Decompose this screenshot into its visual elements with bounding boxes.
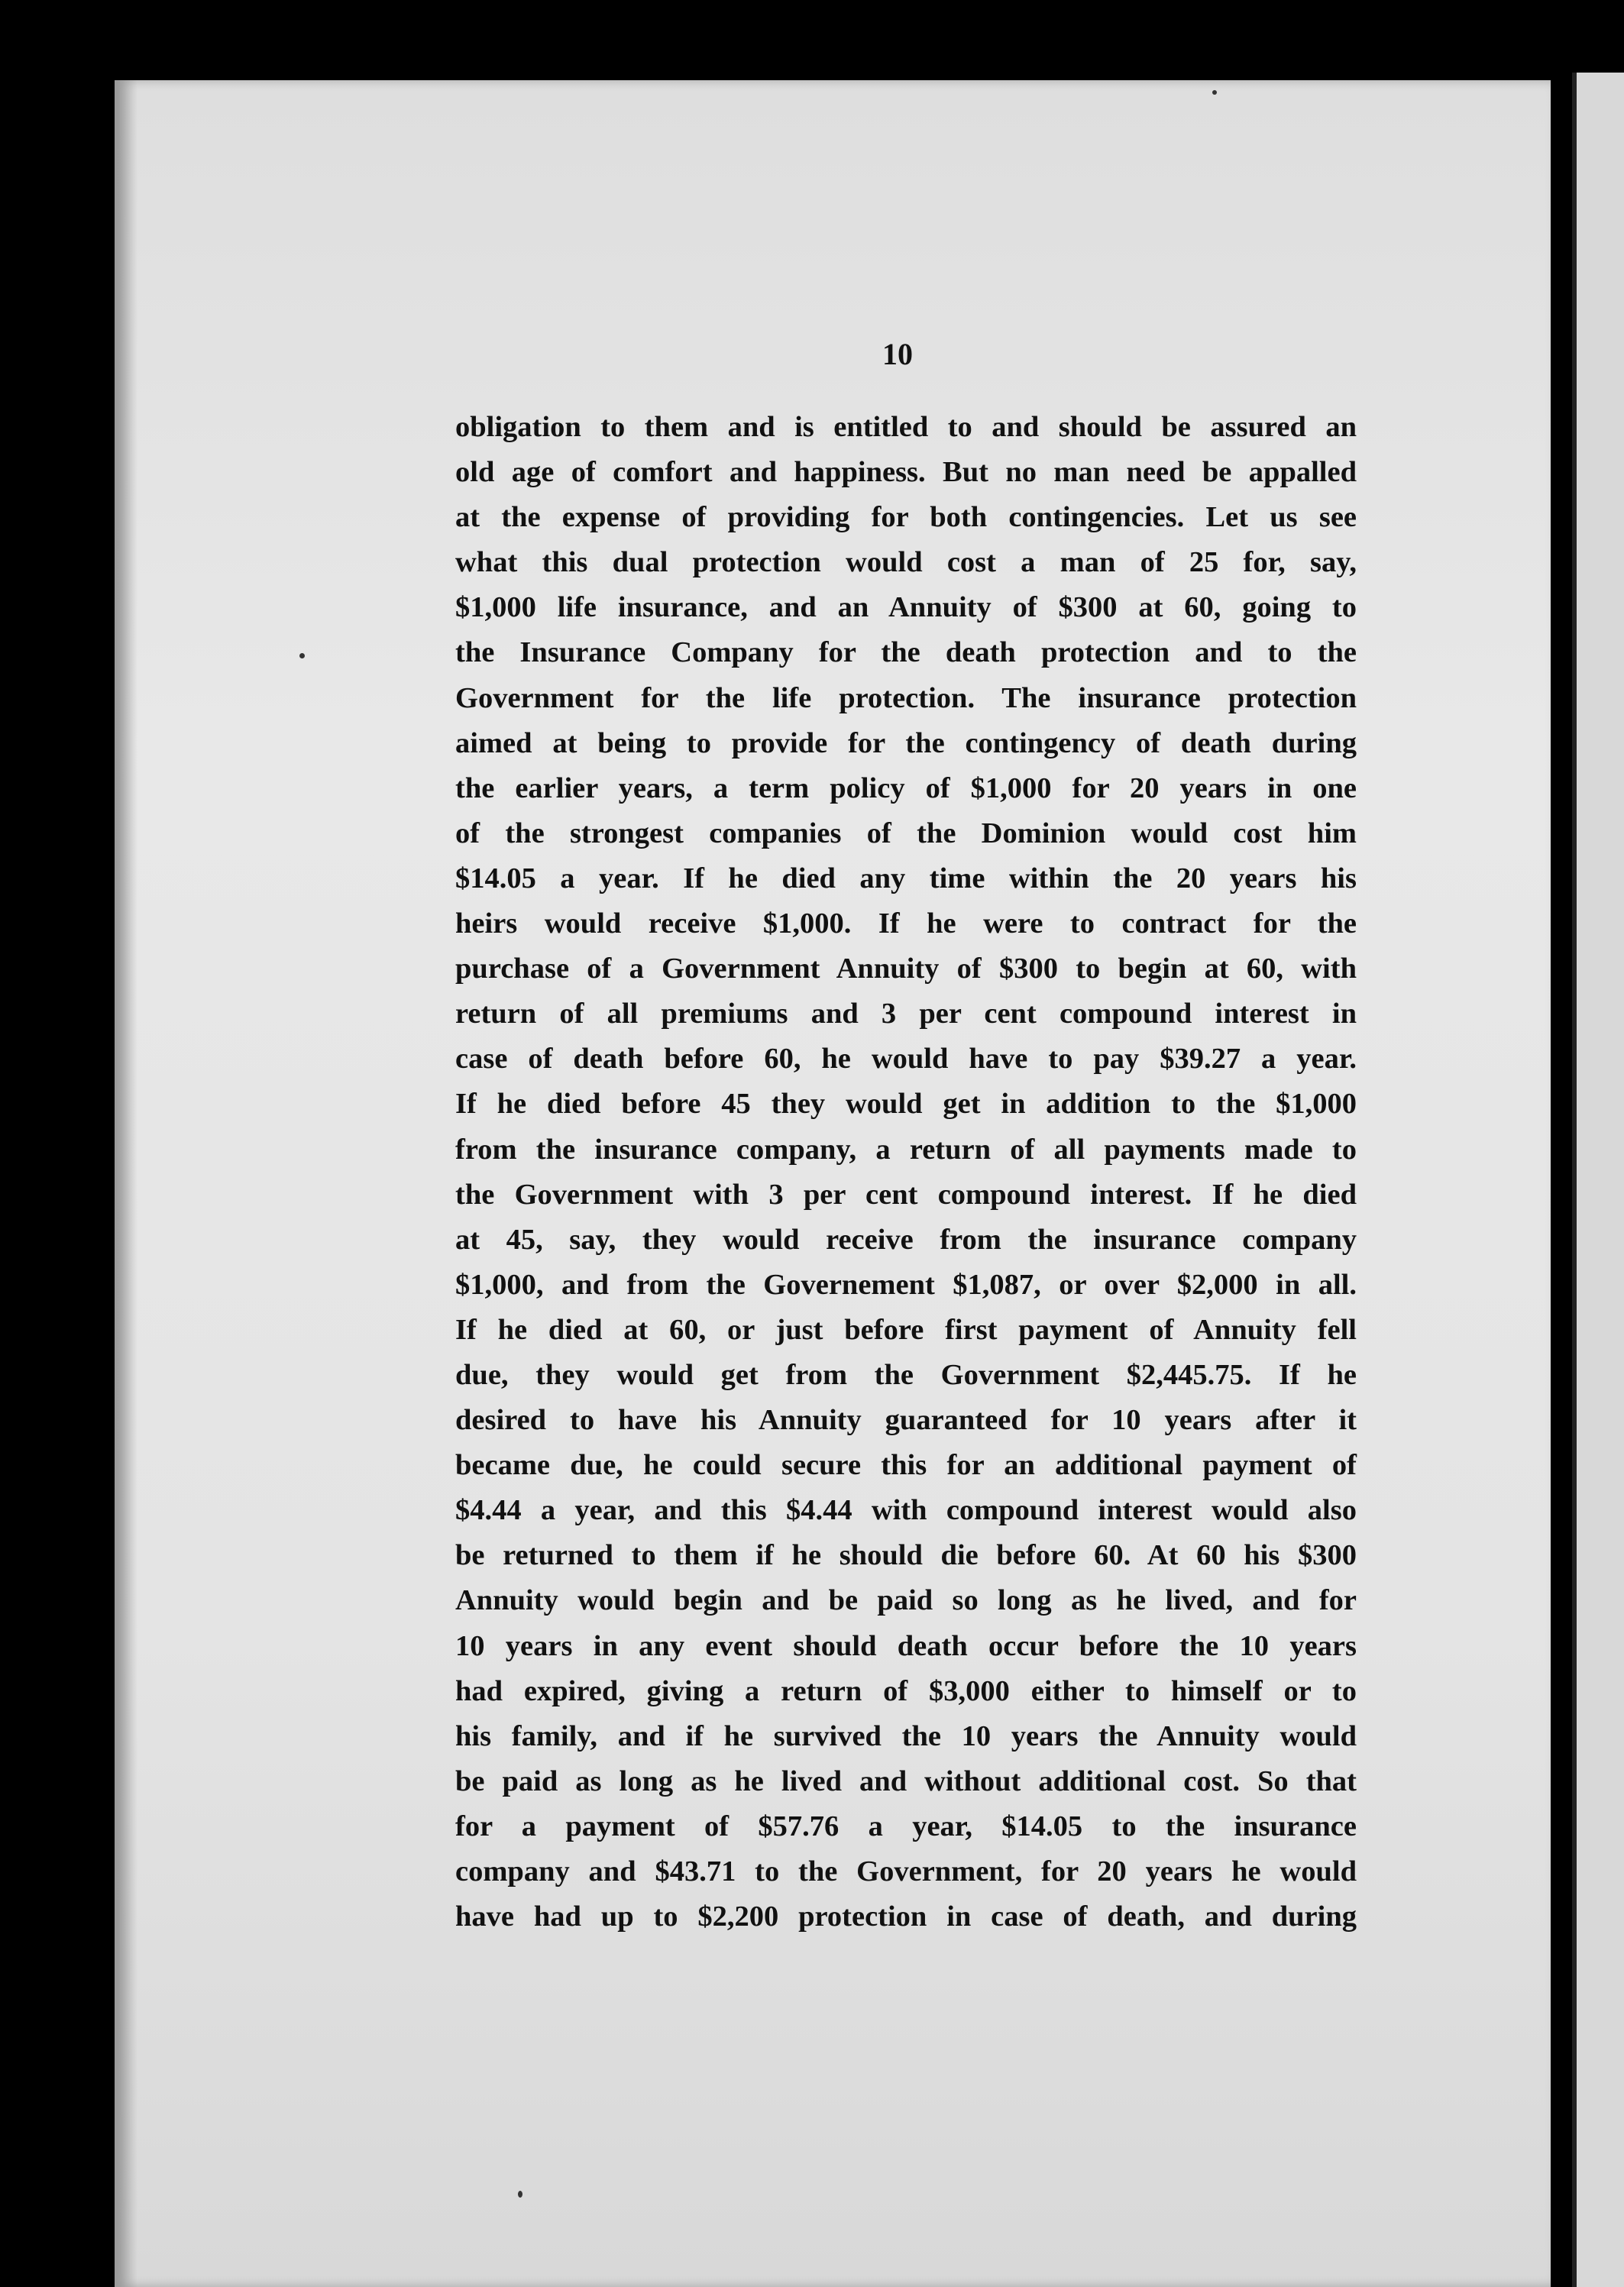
page-number: 10 bbox=[882, 337, 913, 371]
text-line: company and $43.71 to the Government, for 20 years he would bbox=[455, 1855, 1357, 1888]
scan-speck bbox=[299, 653, 305, 658]
text-line: $14.05 a year. If he died any time within the 20 years his bbox=[455, 862, 1357, 894]
text-line: Government for the life protection. The insurance protection bbox=[455, 681, 1357, 714]
text-line: his family, and if he survived the 10 years the Annuity would bbox=[455, 1719, 1357, 1752]
text-line: have had up to $2,200 protection in case of death, and during bbox=[455, 1900, 1357, 1933]
text-line: at the expense of providing for both contingencies. Let us see bbox=[455, 501, 1357, 534]
page-gutter-shadow bbox=[115, 80, 137, 2287]
adjacent-page-edge bbox=[1572, 73, 1624, 2287]
text-line: for a payment of $57.76 a year, $14.05 to the insurance bbox=[455, 1810, 1357, 1842]
scan-speck bbox=[1212, 90, 1217, 95]
text-line: Annuity would begin and be paid so long as he lived, and for bbox=[455, 1584, 1357, 1617]
text-line: If he died before 45 they would get in addition to the $1,000 bbox=[455, 1088, 1357, 1121]
text-line: be paid as long as he lived and without additional cost. So that bbox=[455, 1765, 1357, 1797]
scan-speck bbox=[518, 2191, 522, 2198]
text-line: old age of comfort and happiness. But no man need be appalled bbox=[455, 456, 1357, 489]
text-line: obligation to them and is entitled to and should be assured an bbox=[455, 411, 1357, 443]
text-line: what this dual protection would cost a man of 25 for, say, bbox=[455, 546, 1357, 579]
text-line: due, they would get from the Government $2,445.75. If he bbox=[455, 1358, 1357, 1391]
text-line: heirs would receive $1,000. If he were to contract for the bbox=[455, 907, 1357, 940]
text-line: purchase of a Government Annuity of $300 to begin at 60, with bbox=[455, 953, 1357, 985]
text-line: $1,000, and from the Governement $1,087, or over $2,000 in all. bbox=[455, 1268, 1357, 1301]
text-line: became due, he could secure this for an additional payment of bbox=[455, 1449, 1357, 1482]
text-line: case of death before 60, he would have to pay $39.27 a year. bbox=[455, 1043, 1357, 1076]
text-line: return of all premiums and 3 per cent compound interest in bbox=[455, 998, 1357, 1030]
text-line: $1,000 life insurance, and an Annuity of $300 at 60, going to bbox=[455, 591, 1357, 624]
text-line: at 45, say, they would receive from the insurance company bbox=[455, 1223, 1357, 1256]
body-text bbox=[455, 405, 1357, 1939]
text-line: $4.44 a year, and this $4.44 with compound interest would also bbox=[455, 1494, 1357, 1527]
text-line: If he died at 60, or just before first payment of Annuity fell bbox=[455, 1313, 1357, 1346]
text-line: 10 years in any event should death occur before the 10 years bbox=[455, 1629, 1357, 1662]
text-line: desired to have his Annuity guaranteed for 10 years after it bbox=[455, 1404, 1357, 1437]
text-line: aimed at being to provide for the contingency of death during bbox=[455, 726, 1357, 759]
text-line: had expired, giving a return of $3,000 either to himself or to bbox=[455, 1674, 1357, 1707]
text-line: be returned to them if he should die before 60. At 60 his $300 bbox=[455, 1539, 1357, 1572]
text-line: the Insurance Company for the death protection and to the bbox=[455, 636, 1357, 669]
text-line: the Government with 3 per cent compound interest. If he died bbox=[455, 1178, 1357, 1211]
text-line: from the insurance company, a return of all payments made to bbox=[455, 1133, 1357, 1166]
text-line: the earlier years, a term policy of $1,000 for 20 years in one bbox=[455, 771, 1357, 804]
text-line: of the strongest companies of the Dominion would cost him bbox=[455, 817, 1357, 849]
